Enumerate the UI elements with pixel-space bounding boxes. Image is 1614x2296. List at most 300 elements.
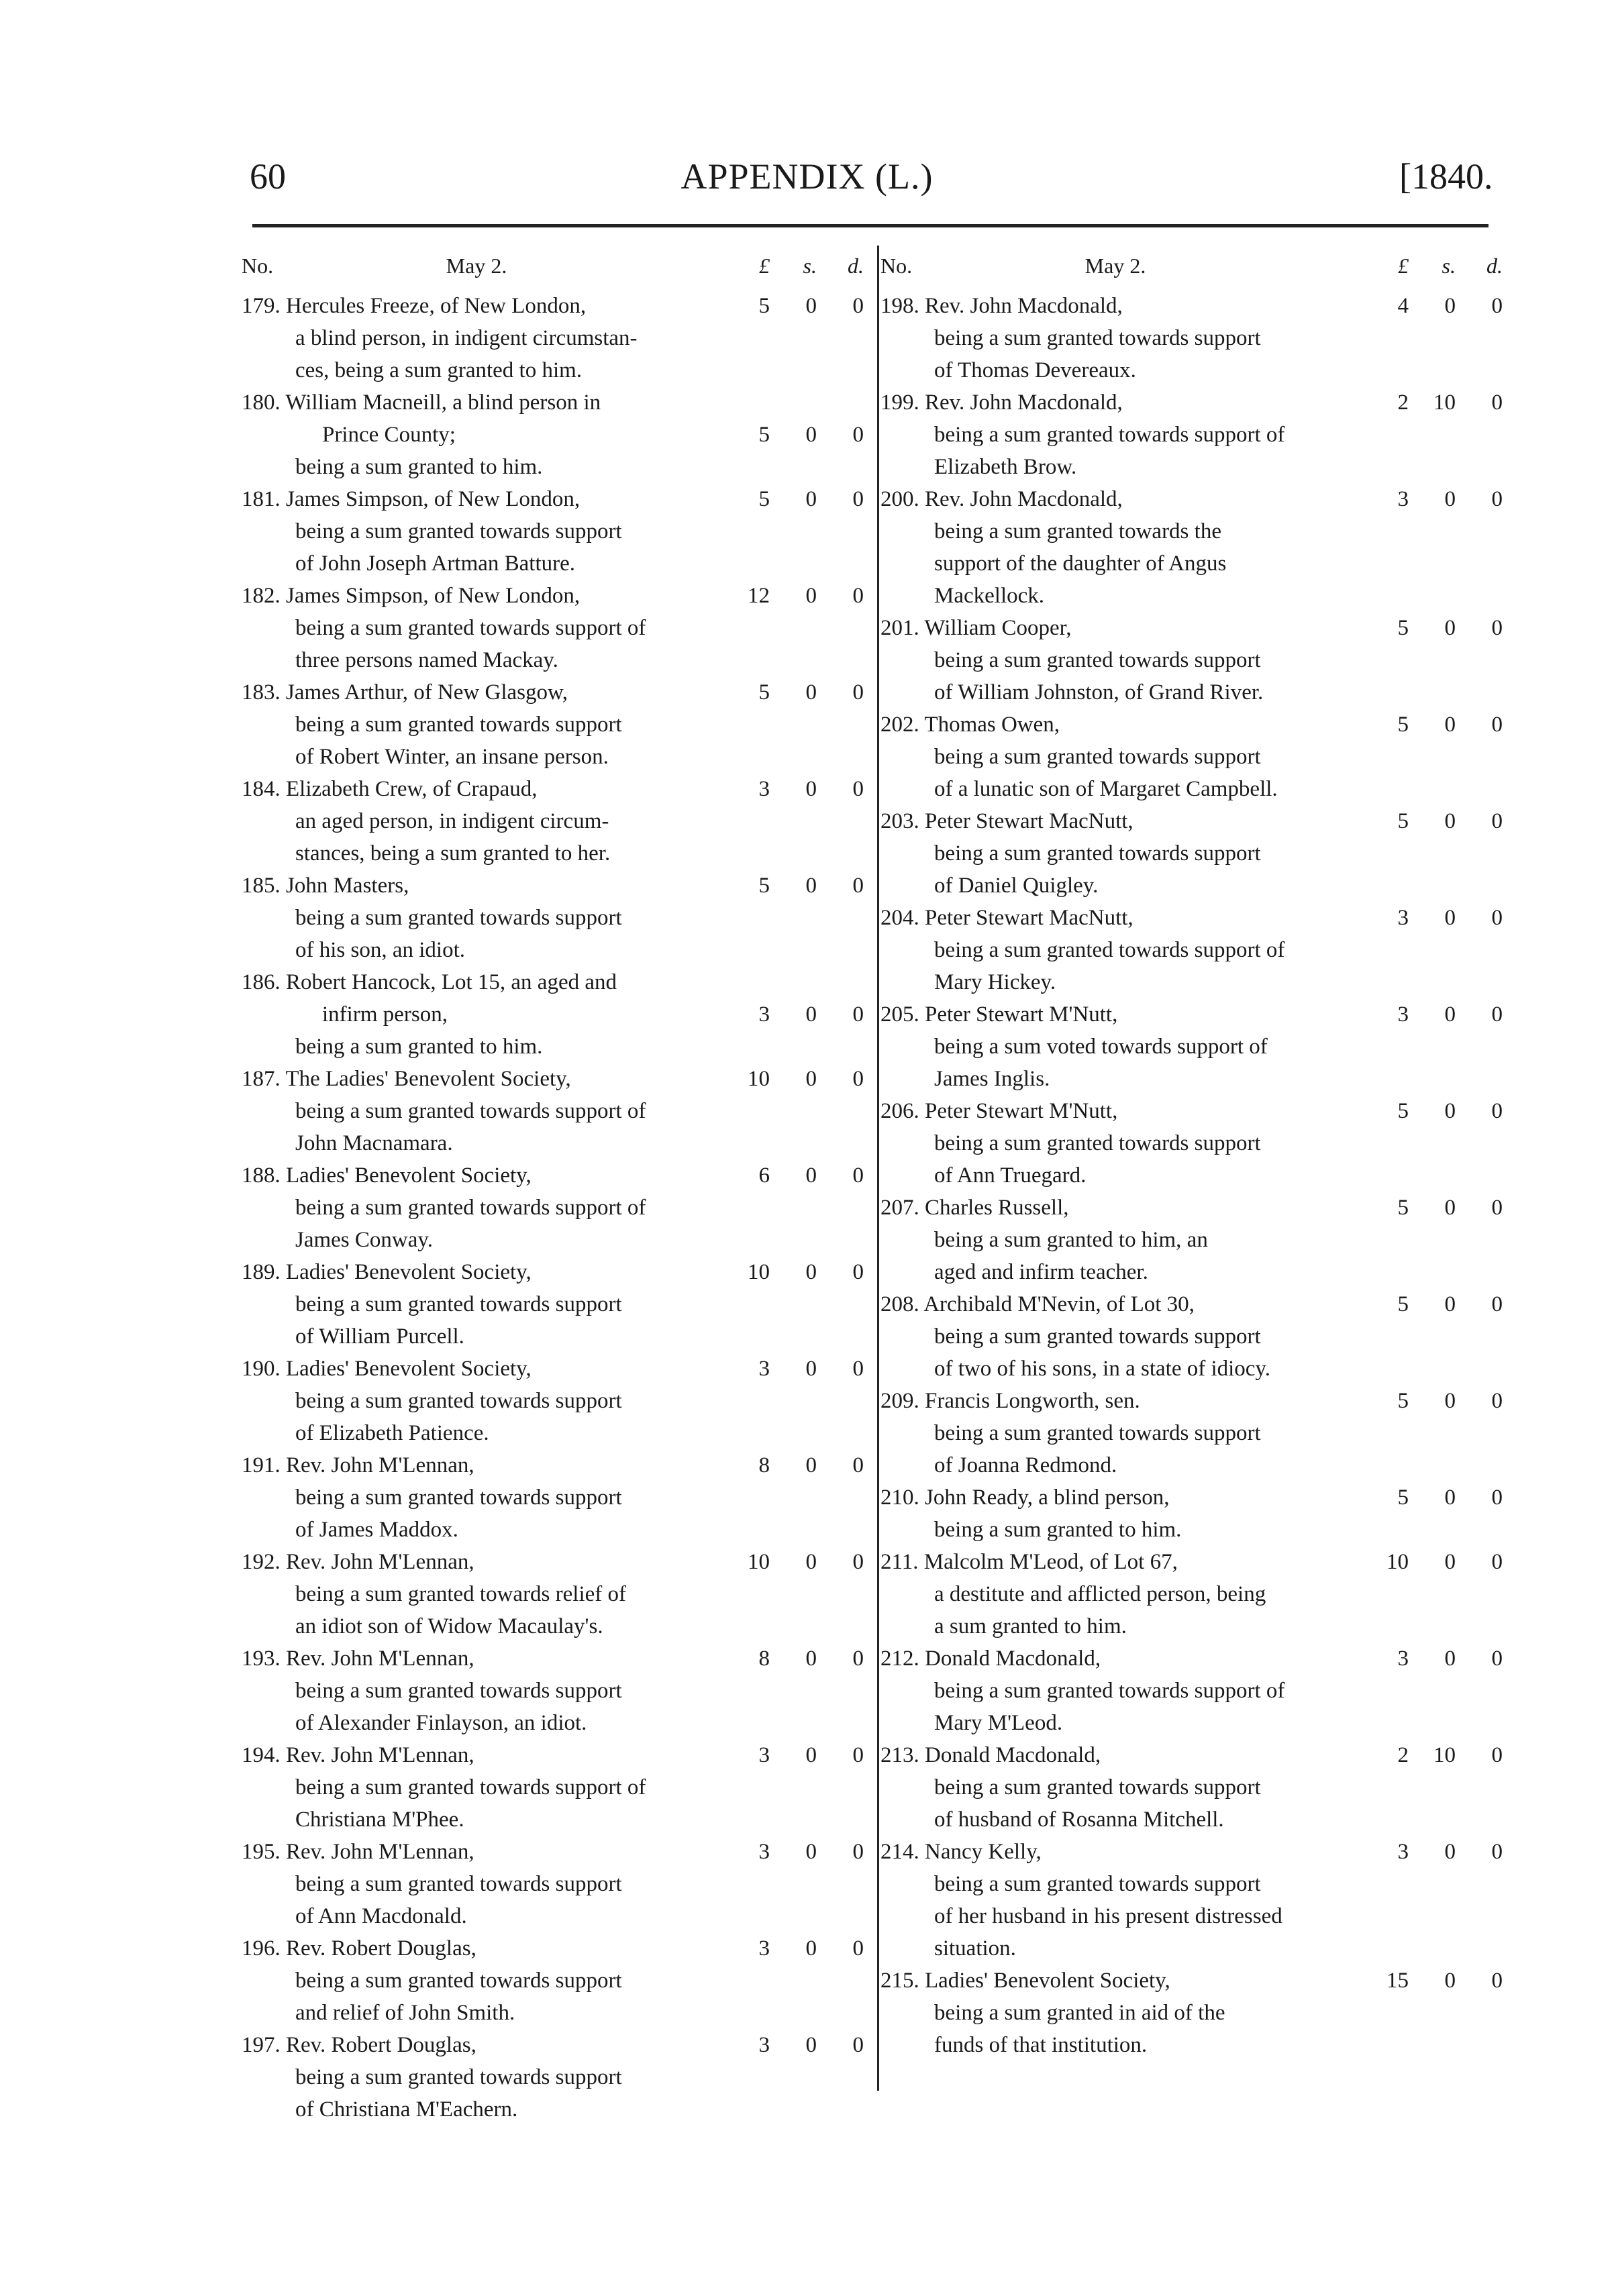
entry-line-text: Charles Russell, xyxy=(925,1196,1069,1220)
entry-number: 204. xyxy=(880,906,919,930)
amount-shillings: 10 xyxy=(1433,390,1456,415)
entry-text xyxy=(880,1385,1370,1481)
entry-line-text: being a sum granted towards support xyxy=(295,519,622,543)
entry-line-text: of John Joseph Artman Batture. xyxy=(295,552,576,576)
amount-pence: 0 xyxy=(852,294,864,318)
entry-number: 214. xyxy=(880,1840,919,1864)
entry-number: 182. xyxy=(242,584,281,608)
entry-line xyxy=(880,773,1370,805)
amount-pounds: 8 xyxy=(758,1647,770,1671)
entry-first-line xyxy=(880,1095,1370,1127)
amount-pounds: 2 xyxy=(1397,1743,1409,1767)
amount-pounds: 3 xyxy=(758,777,770,801)
amount-pence: 0 xyxy=(1491,1647,1503,1671)
entry-text xyxy=(242,386,732,483)
entry-first-line xyxy=(242,483,732,515)
amount-pounds: 3 xyxy=(758,1743,770,1767)
entry-line-text: being a sum granted towards support of xyxy=(934,1679,1285,1703)
entry-line-text: being a sum granted towards support xyxy=(295,1292,622,1316)
entry-line-text: Nancy Kelly, xyxy=(925,1840,1042,1864)
entry-amount xyxy=(726,773,867,805)
entry-line xyxy=(880,1610,1370,1642)
ledger-entry xyxy=(242,2029,872,2126)
ledger-entry xyxy=(242,773,872,870)
entry-line xyxy=(880,676,1370,709)
entry-number: 207. xyxy=(880,1196,919,1220)
amount-pence: 0 xyxy=(1491,1550,1503,1574)
entry-line-text: James Simpson, of New London, xyxy=(286,584,581,608)
entry-line-text: Robert Hancock, Lot 15, an aged and xyxy=(286,970,617,994)
amount-shillings: 0 xyxy=(805,1067,817,1091)
amount-shillings: 0 xyxy=(1444,1002,1456,1027)
entry-line xyxy=(242,1868,732,1900)
entry-line xyxy=(242,1514,732,1546)
entry-number: 202. xyxy=(880,713,919,737)
entry-line xyxy=(242,1385,732,1417)
header-shillings: s. xyxy=(1442,254,1456,278)
entry-first-line xyxy=(880,1546,1370,1578)
entry-first-line xyxy=(242,676,732,709)
amount-pounds: 5 xyxy=(758,487,770,511)
amount-pounds: 3 xyxy=(1397,487,1409,511)
entry-line xyxy=(880,934,1370,966)
amount-pence: 0 xyxy=(852,1840,864,1864)
entry-line xyxy=(880,1707,1370,1739)
header-rule xyxy=(252,224,1489,227)
ledger-entry xyxy=(242,1642,872,1739)
entry-line xyxy=(242,1997,732,2029)
entry-line xyxy=(880,1063,1370,1095)
entry-amount xyxy=(726,1932,867,1965)
entry-line-text: Prince County; xyxy=(322,423,456,447)
entry-first-line xyxy=(880,1481,1370,1514)
entry-line-text: of William Johnston, of Grand River. xyxy=(934,680,1264,705)
header-date: May 2. xyxy=(446,254,507,278)
entry-line-text: being a sum granted towards support xyxy=(934,1131,1261,1155)
entry-first-line xyxy=(880,1385,1370,1417)
amount-pence: 0 xyxy=(1491,616,1503,640)
entry-amount xyxy=(1365,1642,1506,1675)
entry-line xyxy=(880,322,1370,354)
entry-text xyxy=(242,1642,732,1739)
entry-line-text: being a sum granted towards support of xyxy=(295,1196,646,1220)
amount-shillings: 0 xyxy=(1444,1485,1456,1510)
amount-pounds: 6 xyxy=(758,1163,770,1188)
ledger-entry xyxy=(242,1739,872,1836)
entry-number: 181. xyxy=(242,487,281,511)
amount-pence: 0 xyxy=(1491,390,1503,415)
entry-text xyxy=(242,2029,732,2126)
entry-line-text: being a sum granted towards support of xyxy=(295,616,646,640)
entry-number: 205. xyxy=(880,1002,919,1027)
amount-pounds: 10 xyxy=(748,1550,770,1574)
entry-line xyxy=(242,2061,732,2093)
entry-first-line xyxy=(880,1836,1370,1868)
amount-pence: 0 xyxy=(1491,1292,1503,1316)
entry-line xyxy=(242,934,732,966)
entry-amount xyxy=(726,1159,867,1192)
entry-line xyxy=(242,1031,732,1063)
amount-pence: 0 xyxy=(852,874,864,898)
amount-shillings: 0 xyxy=(805,294,817,318)
header-no: No. xyxy=(242,254,274,278)
amount-pounds: 3 xyxy=(758,1936,770,1961)
entries-right xyxy=(880,290,1511,2061)
entry-line-text: a destitute and afflicted person, being xyxy=(934,1582,1266,1606)
entry-first-line xyxy=(242,870,732,902)
entry-line xyxy=(880,1804,1370,1836)
entry-line xyxy=(880,580,1370,612)
entry-line xyxy=(242,805,732,837)
entry-amount xyxy=(726,1256,867,1288)
entry-amount xyxy=(726,1449,867,1481)
entry-line-text: being a sum granted towards support of xyxy=(934,423,1285,447)
amount-shillings: 0 xyxy=(805,1002,817,1027)
entry-line-text: Peter Stewart M'Nutt, xyxy=(925,1099,1118,1123)
entry-line-text: support of the daughter of Angus xyxy=(934,552,1227,576)
entry-line xyxy=(880,644,1370,676)
entry-first-line xyxy=(880,1192,1370,1224)
amount-pounds: 2 xyxy=(1397,390,1409,415)
page-title: APPENDIX (L.) xyxy=(680,156,934,197)
entry-text xyxy=(242,290,732,386)
entry-line xyxy=(242,322,732,354)
entry-amount xyxy=(1365,1288,1506,1320)
page-year: [1840. xyxy=(1399,156,1493,197)
entry-line-text: infirm person, xyxy=(322,1002,448,1027)
entry-number: 208. xyxy=(880,1292,919,1316)
amount-pence: 0 xyxy=(852,1743,864,1767)
entry-amount xyxy=(1365,998,1506,1031)
amount-shillings: 0 xyxy=(805,874,817,898)
entry-line-text: an aged person, in indigent circum- xyxy=(295,809,609,833)
entry-line-text: a sum granted to him. xyxy=(934,1614,1127,1638)
entry-line-text: being a sum voted towards support of xyxy=(934,1035,1268,1059)
entry-number: 186. xyxy=(242,970,281,994)
ledger-entry xyxy=(242,1353,872,1449)
entry-line-text: Elizabeth Brow. xyxy=(934,455,1077,479)
entry-amount xyxy=(726,1739,867,1771)
entry-line-text: Rev. John M'Lennan, xyxy=(286,1647,474,1671)
page-header xyxy=(0,156,1614,216)
entry-number: 200. xyxy=(880,487,919,511)
entry-number: 180. xyxy=(242,390,281,415)
entry-line xyxy=(880,1031,1370,1063)
entry-text xyxy=(242,1063,732,1159)
entry-line xyxy=(242,1965,732,1997)
entry-text xyxy=(242,966,732,1063)
header-shillings: s. xyxy=(803,254,817,278)
entry-first-line xyxy=(880,1642,1370,1675)
entry-text xyxy=(242,676,732,773)
header-pounds: £ xyxy=(1398,254,1409,278)
entry-amount xyxy=(1365,483,1506,515)
entry-line xyxy=(242,1578,732,1610)
entry-line-text: being a sum granted towards support xyxy=(934,648,1261,672)
entry-line xyxy=(242,1095,732,1127)
entry-line xyxy=(880,1417,1370,1449)
amount-shillings: 0 xyxy=(1444,1647,1456,1671)
amount-shillings: 0 xyxy=(805,1357,817,1381)
entry-number: 209. xyxy=(880,1389,919,1413)
entry-number: 188. xyxy=(242,1163,281,1188)
amount-pence: 0 xyxy=(852,1260,864,1284)
entry-line xyxy=(242,419,732,451)
entry-line-text: Ladies' Benevolent Society, xyxy=(925,1969,1170,1993)
entry-line-text: of James Maddox. xyxy=(295,1518,458,1542)
entry-line-text: Donald Macdonald, xyxy=(925,1647,1101,1671)
entry-number: 194. xyxy=(242,1743,281,1767)
entry-text xyxy=(242,773,732,870)
entry-first-line xyxy=(242,1353,732,1385)
amount-pounds: 3 xyxy=(758,1002,770,1027)
amount-pence: 0 xyxy=(852,680,864,705)
entry-text xyxy=(880,483,1370,612)
entry-line xyxy=(880,1900,1370,1932)
left-column xyxy=(242,250,872,2126)
amount-pence: 0 xyxy=(1491,1840,1503,1864)
entry-line-text: being a sum granted towards support xyxy=(934,841,1261,866)
entry-line-text: Mary Hickey. xyxy=(934,970,1056,994)
entry-amount xyxy=(726,419,867,451)
entry-text xyxy=(880,1095,1370,1192)
amount-pounds: 5 xyxy=(1397,1292,1409,1316)
entry-line-text: Rev. Robert Douglas, xyxy=(286,2033,476,2057)
amount-shillings: 0 xyxy=(805,1453,817,1477)
amount-pounds: 12 xyxy=(748,584,770,608)
amount-pence: 0 xyxy=(1491,294,1503,318)
entry-line-text: being a sum granted to him. xyxy=(295,1035,543,1059)
entry-line xyxy=(880,419,1370,451)
entry-text xyxy=(242,1256,732,1353)
entry-line xyxy=(880,1578,1370,1610)
ledger-entry xyxy=(242,966,872,1063)
entry-first-line xyxy=(880,483,1370,515)
entry-number: 189. xyxy=(242,1260,281,1284)
entry-line xyxy=(242,1320,732,1353)
entry-line-text: an idiot son of Widow Macaulay's. xyxy=(295,1614,603,1638)
ledger-entry xyxy=(880,1642,1511,1739)
entry-first-line xyxy=(880,902,1370,934)
amount-pounds: 3 xyxy=(1397,1002,1409,1027)
amount-pence: 0 xyxy=(852,1936,864,1961)
amount-pence: 0 xyxy=(852,584,864,608)
entry-amount xyxy=(1365,1836,1506,1868)
entry-line-text: Rev. John M'Lennan, xyxy=(286,1840,474,1864)
ledger-entry xyxy=(242,1159,872,1256)
entry-line-text: Hercules Freeze, of New London, xyxy=(286,294,587,318)
entry-amount xyxy=(1365,902,1506,934)
entry-text xyxy=(242,1932,732,2029)
entry-line-text: John Ready, a blind person, xyxy=(925,1485,1170,1510)
header-date: May 2. xyxy=(1085,254,1146,278)
entry-line-text: being a sum granted towards support of xyxy=(934,938,1285,962)
entry-line-text: Ladies' Benevolent Society, xyxy=(286,1357,532,1381)
entry-text xyxy=(242,1836,732,1932)
entry-line-text: Ladies' Benevolent Society, xyxy=(286,1260,532,1284)
entry-line-text: John Masters, xyxy=(286,874,409,898)
entry-first-line xyxy=(242,1932,732,1965)
entry-text xyxy=(880,805,1370,902)
amount-pounds: 3 xyxy=(1397,906,1409,930)
entry-number: 215. xyxy=(880,1969,919,1993)
entry-number: 203. xyxy=(880,809,919,833)
entry-number: 201. xyxy=(880,616,919,640)
entry-line-text: being a sum granted towards support xyxy=(934,745,1261,769)
entry-line xyxy=(880,1256,1370,1288)
entry-amount xyxy=(1365,1095,1506,1127)
entry-number: 193. xyxy=(242,1647,281,1671)
entry-number: 211. xyxy=(880,1550,919,1574)
entry-text xyxy=(880,1288,1370,1385)
entry-number: 210. xyxy=(880,1485,919,1510)
entry-line xyxy=(880,1353,1370,1385)
amount-shillings: 0 xyxy=(1444,1099,1456,1123)
amount-shillings: 0 xyxy=(1444,713,1456,737)
entry-line-text: of Elizabeth Patience. xyxy=(295,1421,489,1445)
entry-line-text: of Alexander Finlayson, an idiot. xyxy=(295,1711,587,1735)
amount-pounds: 5 xyxy=(1397,1389,1409,1413)
entry-line-text: of Ann Truegard. xyxy=(934,1163,1087,1188)
ledger-entry xyxy=(242,290,872,386)
entry-line xyxy=(880,966,1370,998)
amount-pence: 0 xyxy=(852,1647,864,1671)
entry-amount xyxy=(726,2029,867,2061)
entry-line-text: Rev. Robert Douglas, xyxy=(286,1936,476,1961)
amount-shillings: 0 xyxy=(1444,487,1456,511)
amount-pounds: 3 xyxy=(758,1840,770,1864)
ledger-entry xyxy=(242,676,872,773)
amount-pence: 0 xyxy=(1491,1196,1503,1220)
entry-text xyxy=(242,1739,732,1836)
entry-line xyxy=(242,1481,732,1514)
entry-text xyxy=(242,1353,732,1449)
ledger-entry xyxy=(242,386,872,483)
entry-number: 206. xyxy=(880,1099,919,1123)
entry-line-text: funds of that institution. xyxy=(934,2033,1148,2057)
header-pence: d. xyxy=(848,254,864,278)
page-number: 60 xyxy=(250,156,286,197)
entry-amount xyxy=(1365,1481,1506,1514)
amount-pence: 0 xyxy=(1491,809,1503,833)
entry-line-text: of his son, an idiot. xyxy=(295,938,465,962)
entry-amount xyxy=(726,1836,867,1868)
entry-line-text: being a sum granted towards support xyxy=(295,2065,622,2089)
entry-text xyxy=(880,1192,1370,1288)
amount-shillings: 0 xyxy=(805,1840,817,1864)
amount-pence: 0 xyxy=(1491,1743,1503,1767)
amount-pounds: 15 xyxy=(1386,1969,1409,1993)
entry-line xyxy=(880,1514,1370,1546)
entry-line-text: being a sum granted towards support xyxy=(295,713,622,737)
amount-pence: 0 xyxy=(1491,1969,1503,1993)
entry-line-text: Peter Stewart MacNutt, xyxy=(925,906,1133,930)
entry-number: 213. xyxy=(880,1743,919,1767)
header-pence: d. xyxy=(1486,254,1503,278)
amount-shillings: 0 xyxy=(1444,809,1456,833)
entry-line-text: of husband of Rosanna Mitchell. xyxy=(934,1808,1224,1832)
entry-first-line xyxy=(880,1288,1370,1320)
amount-pence: 0 xyxy=(852,1002,864,1027)
entry-line-text: of William Purcell. xyxy=(295,1324,464,1349)
entry-first-line xyxy=(880,386,1370,419)
entry-line-text: John Macnamara. xyxy=(295,1131,453,1155)
entry-amount xyxy=(726,1546,867,1578)
header-no: No. xyxy=(880,254,913,278)
amount-shillings: 0 xyxy=(805,680,817,705)
entry-line xyxy=(880,1127,1370,1159)
ledger-entry xyxy=(880,1836,1511,1965)
entry-line-text: of Ann Macdonald. xyxy=(295,1904,467,1928)
entry-line-text: and relief of John Smith. xyxy=(295,2001,515,2025)
ledger-entry xyxy=(242,870,872,966)
entry-line xyxy=(242,1771,732,1804)
entry-text xyxy=(880,998,1370,1095)
entry-first-line xyxy=(880,612,1370,644)
amount-shillings: 0 xyxy=(1444,1389,1456,1413)
entry-line-text: a blind person, in indigent circumstan- xyxy=(295,326,638,350)
entry-line-text: of her husband in his present distressed xyxy=(934,1904,1282,1928)
entry-line xyxy=(880,1932,1370,1965)
amount-pounds: 5 xyxy=(1397,616,1409,640)
ledger-entry xyxy=(880,1288,1511,1385)
ledger-entry xyxy=(242,580,872,676)
amount-shillings: 0 xyxy=(805,1550,817,1574)
entry-amount xyxy=(726,998,867,1031)
column-header xyxy=(242,250,872,290)
entry-amount xyxy=(1365,1739,1506,1771)
entry-line xyxy=(242,547,732,580)
entry-line-text: being a sum granted towards support xyxy=(934,1421,1261,1445)
entry-amount xyxy=(726,1353,867,1385)
amount-pence: 0 xyxy=(1491,487,1503,511)
ledger-entry xyxy=(880,805,1511,902)
entry-line xyxy=(880,1771,1370,1804)
entry-amount xyxy=(1365,1192,1506,1224)
ledger-entry xyxy=(880,483,1511,612)
entry-line-text: Elizabeth Crew, of Crapaud, xyxy=(286,777,538,801)
entry-line-text: Rev. John Macdonald, xyxy=(925,487,1123,511)
entry-line xyxy=(242,1192,732,1224)
entry-text xyxy=(242,870,732,966)
entry-line xyxy=(880,1449,1370,1481)
entry-first-line xyxy=(242,1256,732,1288)
amount-shillings: 0 xyxy=(805,2033,817,2057)
amount-shillings: 0 xyxy=(805,1260,817,1284)
entry-line-text: Rev. John Macdonald, xyxy=(925,294,1123,318)
ledger-entry xyxy=(880,998,1511,1095)
entry-amount xyxy=(726,676,867,709)
entry-first-line xyxy=(242,1159,732,1192)
amount-pence: 0 xyxy=(1491,713,1503,737)
ledger-entry xyxy=(880,1739,1511,1836)
amount-shillings: 0 xyxy=(805,777,817,801)
ledger-entry xyxy=(880,290,1511,386)
entry-line-text: William Cooper, xyxy=(924,616,1072,640)
entry-line xyxy=(242,1804,732,1836)
entry-text xyxy=(880,1642,1370,1739)
amount-pence: 0 xyxy=(852,777,864,801)
entry-first-line xyxy=(242,966,732,998)
amount-pounds: 4 xyxy=(1397,294,1409,318)
entry-amount xyxy=(1365,386,1506,419)
entry-line-text: Rev. John M'Lennan, xyxy=(286,1453,474,1477)
entry-line xyxy=(242,1675,732,1707)
entry-line-text: of a lunatic son of Margaret Campbell. xyxy=(934,777,1278,801)
amount-shillings: 0 xyxy=(805,1647,817,1671)
entry-amount xyxy=(1365,290,1506,322)
entry-text xyxy=(880,290,1370,386)
